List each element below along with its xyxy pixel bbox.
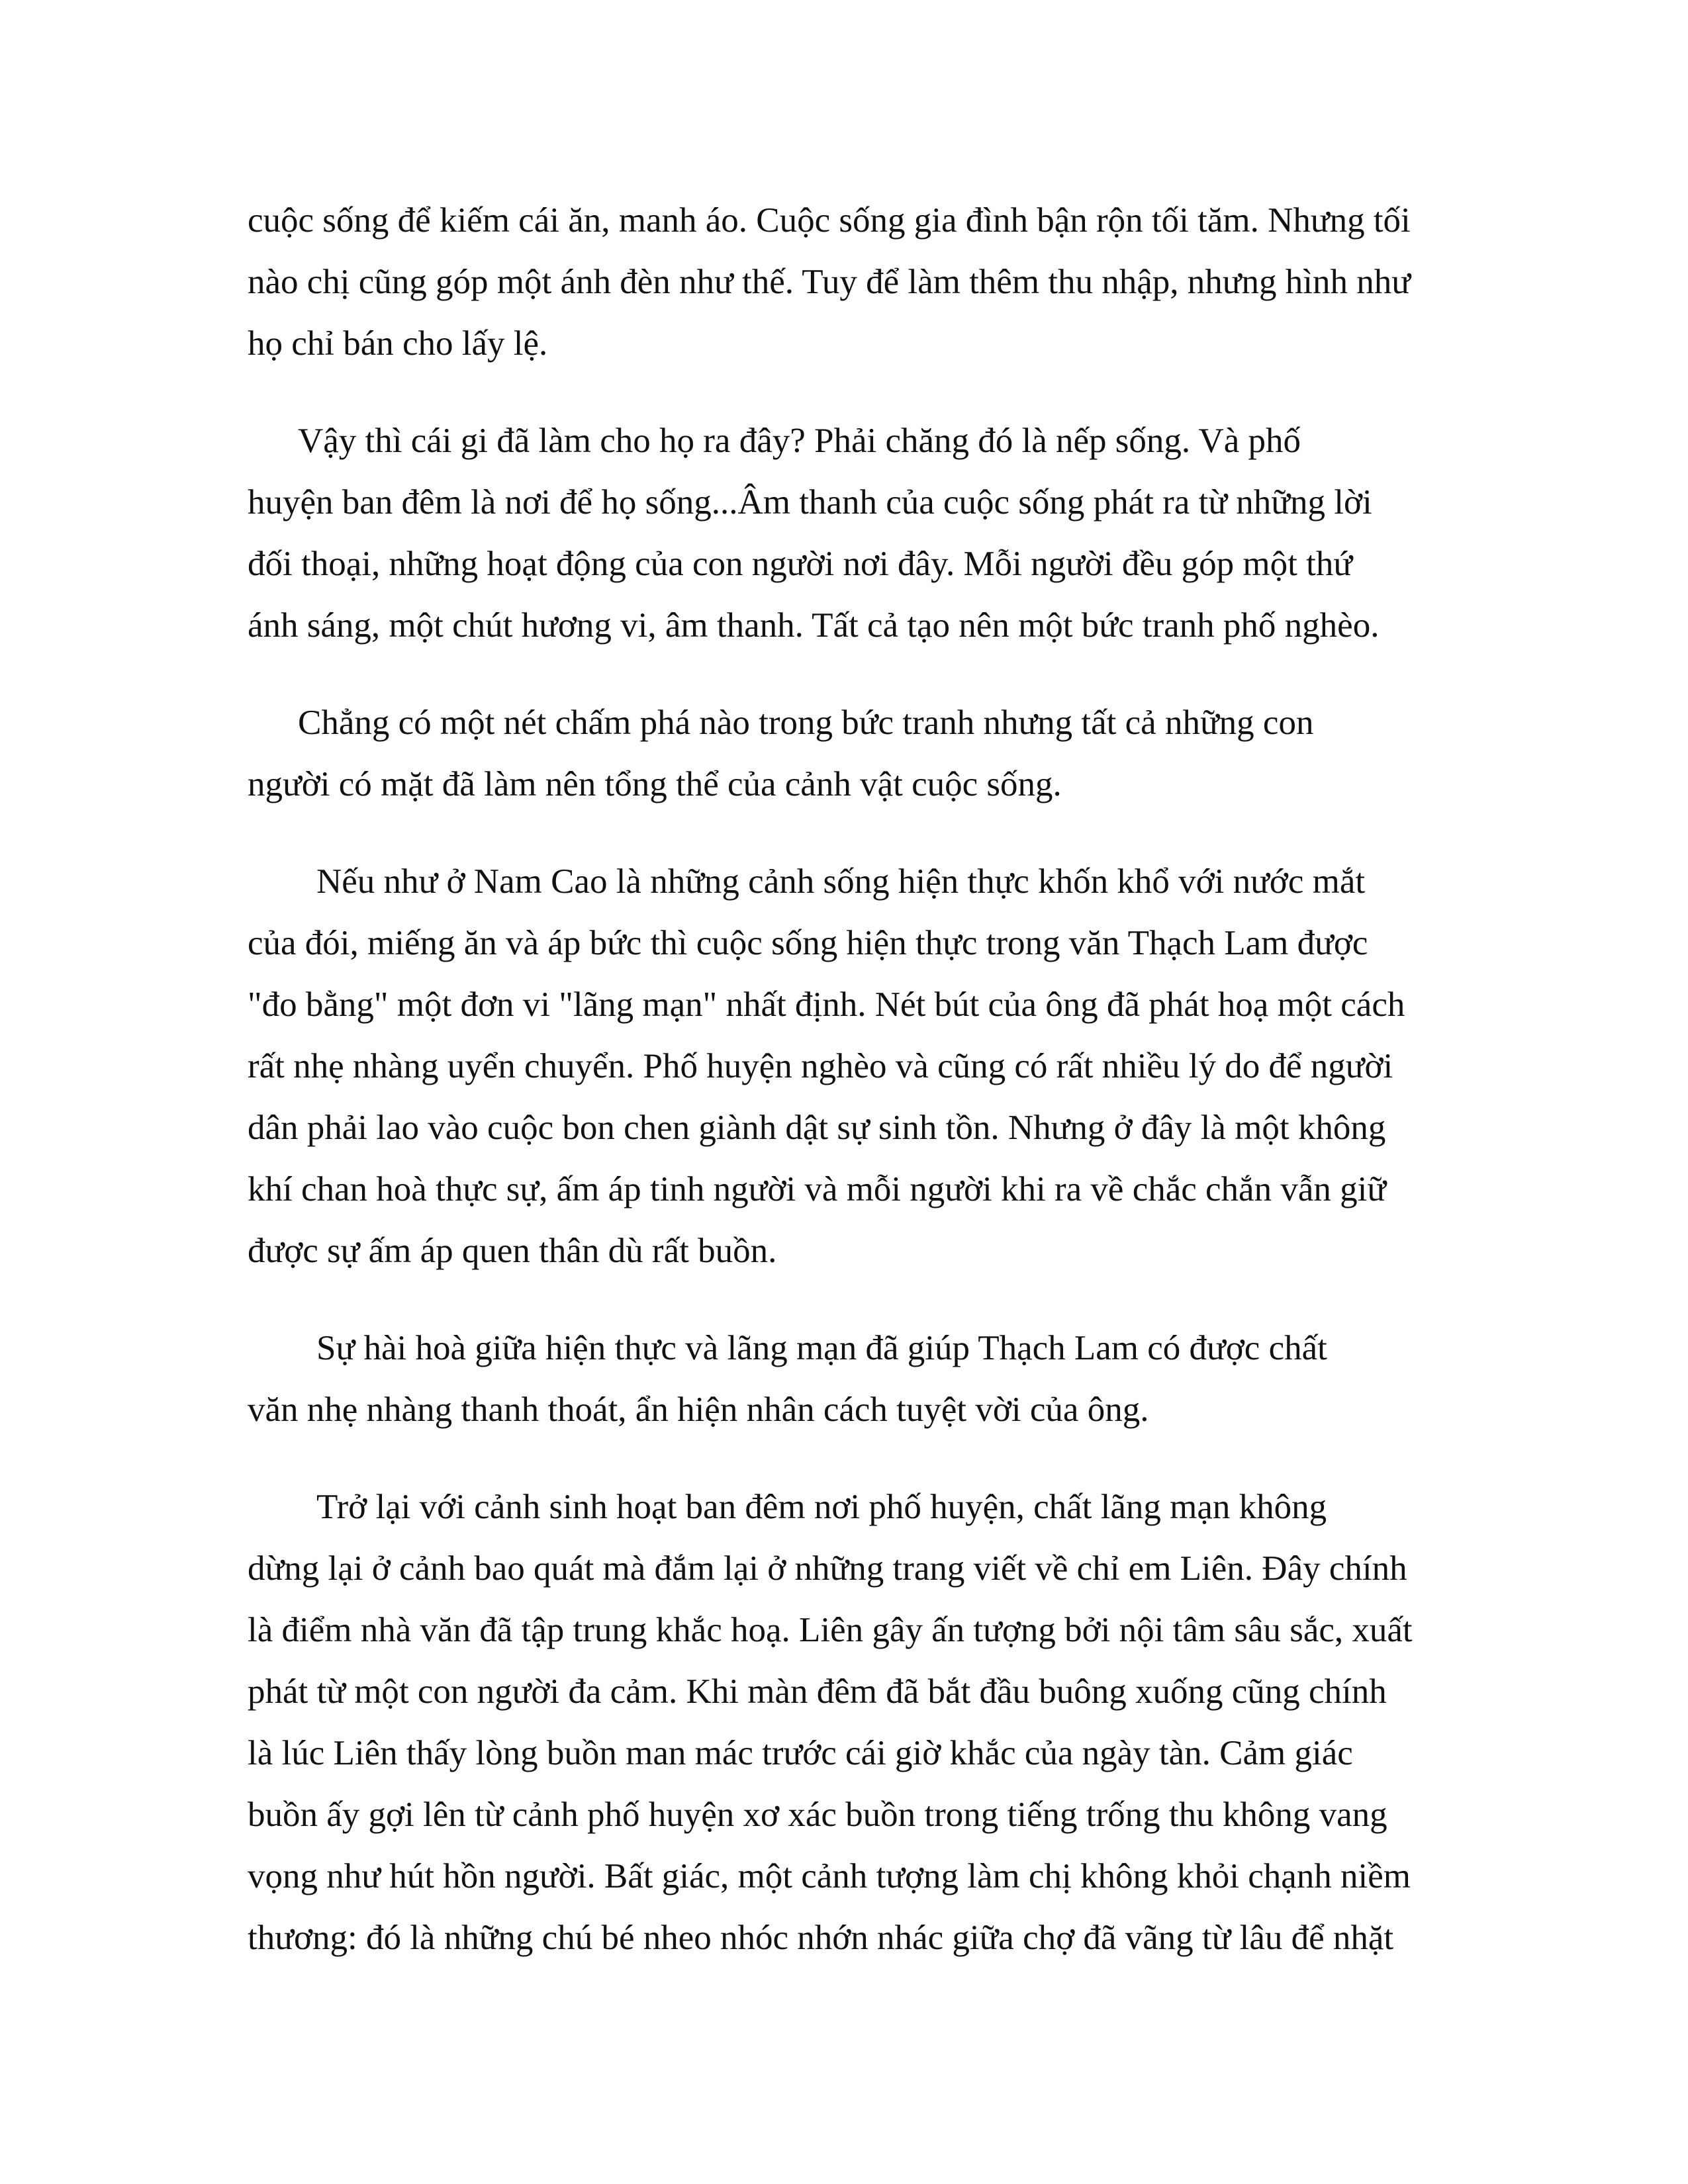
text-line: huyện ban đêm là nơi để họ sống...Âm thanh của cuộc sống phát ra từ những lời xyxy=(248,483,1372,522)
text-line: khí chan hoà thực sự, ấm áp tinh người và mỗi người khi ra về chắc chắn vẫn giữ xyxy=(248,1170,1387,1208)
text-line: dân phải lao vào cuộc bon chen giành dật sự sinh tồn. Nhưng ở đây là một không xyxy=(248,1109,1386,1147)
text-line: cuộc sống để kiếm cái ăn, manh áo. Cuộc sống gia đình bận rộn tối tăm. Nhưng tối xyxy=(248,201,1411,240)
text-line: đối thoại, những hoạt động của con người nơi đây. Mỗi người đều góp một thứ xyxy=(248,545,1353,583)
text-line: ánh sáng, một chút hương vi, âm thanh. Tất cả tạo nên một bức tranh phố nghèo. xyxy=(248,606,1380,645)
text-line: Trở lại với cảnh sinh hoạt ban đêm nơi phố huyện, chất lãng mạn không xyxy=(316,1488,1327,1526)
text-line: nào chị cũng góp một ánh đèn như thế. Tuy để làm thêm thu nhập, nhưng hình như xyxy=(248,263,1411,301)
text-line: Vậy thì cái gi đã làm cho họ ra đây? Phải chăng đó là nếp sống. Và phố xyxy=(298,422,1301,460)
text-line: "đo bằng" một đơn vi "lãng mạn" nhất định. Nét bút của ông đã phát hoạ một cách xyxy=(248,985,1405,1024)
text-line: phát từ một con người đa cảm. Khi màn đêm đã bắt đầu buông xuống cũng chính xyxy=(248,1672,1387,1711)
text-line: dừng lại ở cảnh bao quát mà đắm lại ở những trang viết về chỉ em Liên. Đây chính xyxy=(248,1549,1407,1588)
text-line: họ chỉ bán cho lấy lệ. xyxy=(248,324,548,363)
text-line: rất nhẹ nhàng uyển chuyển. Phố huyện nghèo và cũng có rất nhiều lý do để người xyxy=(248,1047,1393,1085)
text-line: thương: đó là những chú bé nheo nhóc nhớn nhác giữa chợ đã vãng từ lâu để nhặt xyxy=(248,1919,1394,1957)
text-line: người có mặt đã làm nên tổng thể của cảnh vật cuộc sống. xyxy=(248,765,1062,803)
text-line: Sự hài hoà giữa hiện thực và lãng mạn đã giúp Thạch Lam có được chất xyxy=(316,1329,1327,1367)
text-line: được sự ấm áp quen thân dù rất buồn. xyxy=(248,1232,777,1270)
text-line: buồn ấy gợi lên từ cảnh phố huyện xơ xác buồn trong tiếng trống thu không vang xyxy=(248,1796,1387,1834)
text-line: vọng như hút hồn người. Bất giác, một cảnh tượng làm chị không khỏi chạnh niềm xyxy=(248,1857,1411,1895)
text-line: là điểm nhà văn đã tập trung khắc hoạ. Liên gây ấn tượng bởi nội tâm sâu sắc, xuất xyxy=(248,1611,1413,1649)
text-line: của đói, miếng ăn và áp bức thì cuộc sống hiện thực trong văn Thạch Lam được xyxy=(248,924,1368,962)
text-line: văn nhẹ nhàng thanh thoát, ẩn hiện nhân cách tuyệt vời của ông. xyxy=(248,1390,1149,1429)
text-line: là lúc Liên thấy lòng buồn man mác trước cái giờ khắc của ngày tàn. Cảm giác xyxy=(248,1734,1353,1772)
text-line: Chẳng có một nét chấm phá nào trong bức tranh nhưng tất cả những con xyxy=(298,704,1314,742)
text-line: Nếu như ở Nam Cao là những cảnh sống hiện thực khốn khổ với nước mắt xyxy=(316,862,1366,901)
